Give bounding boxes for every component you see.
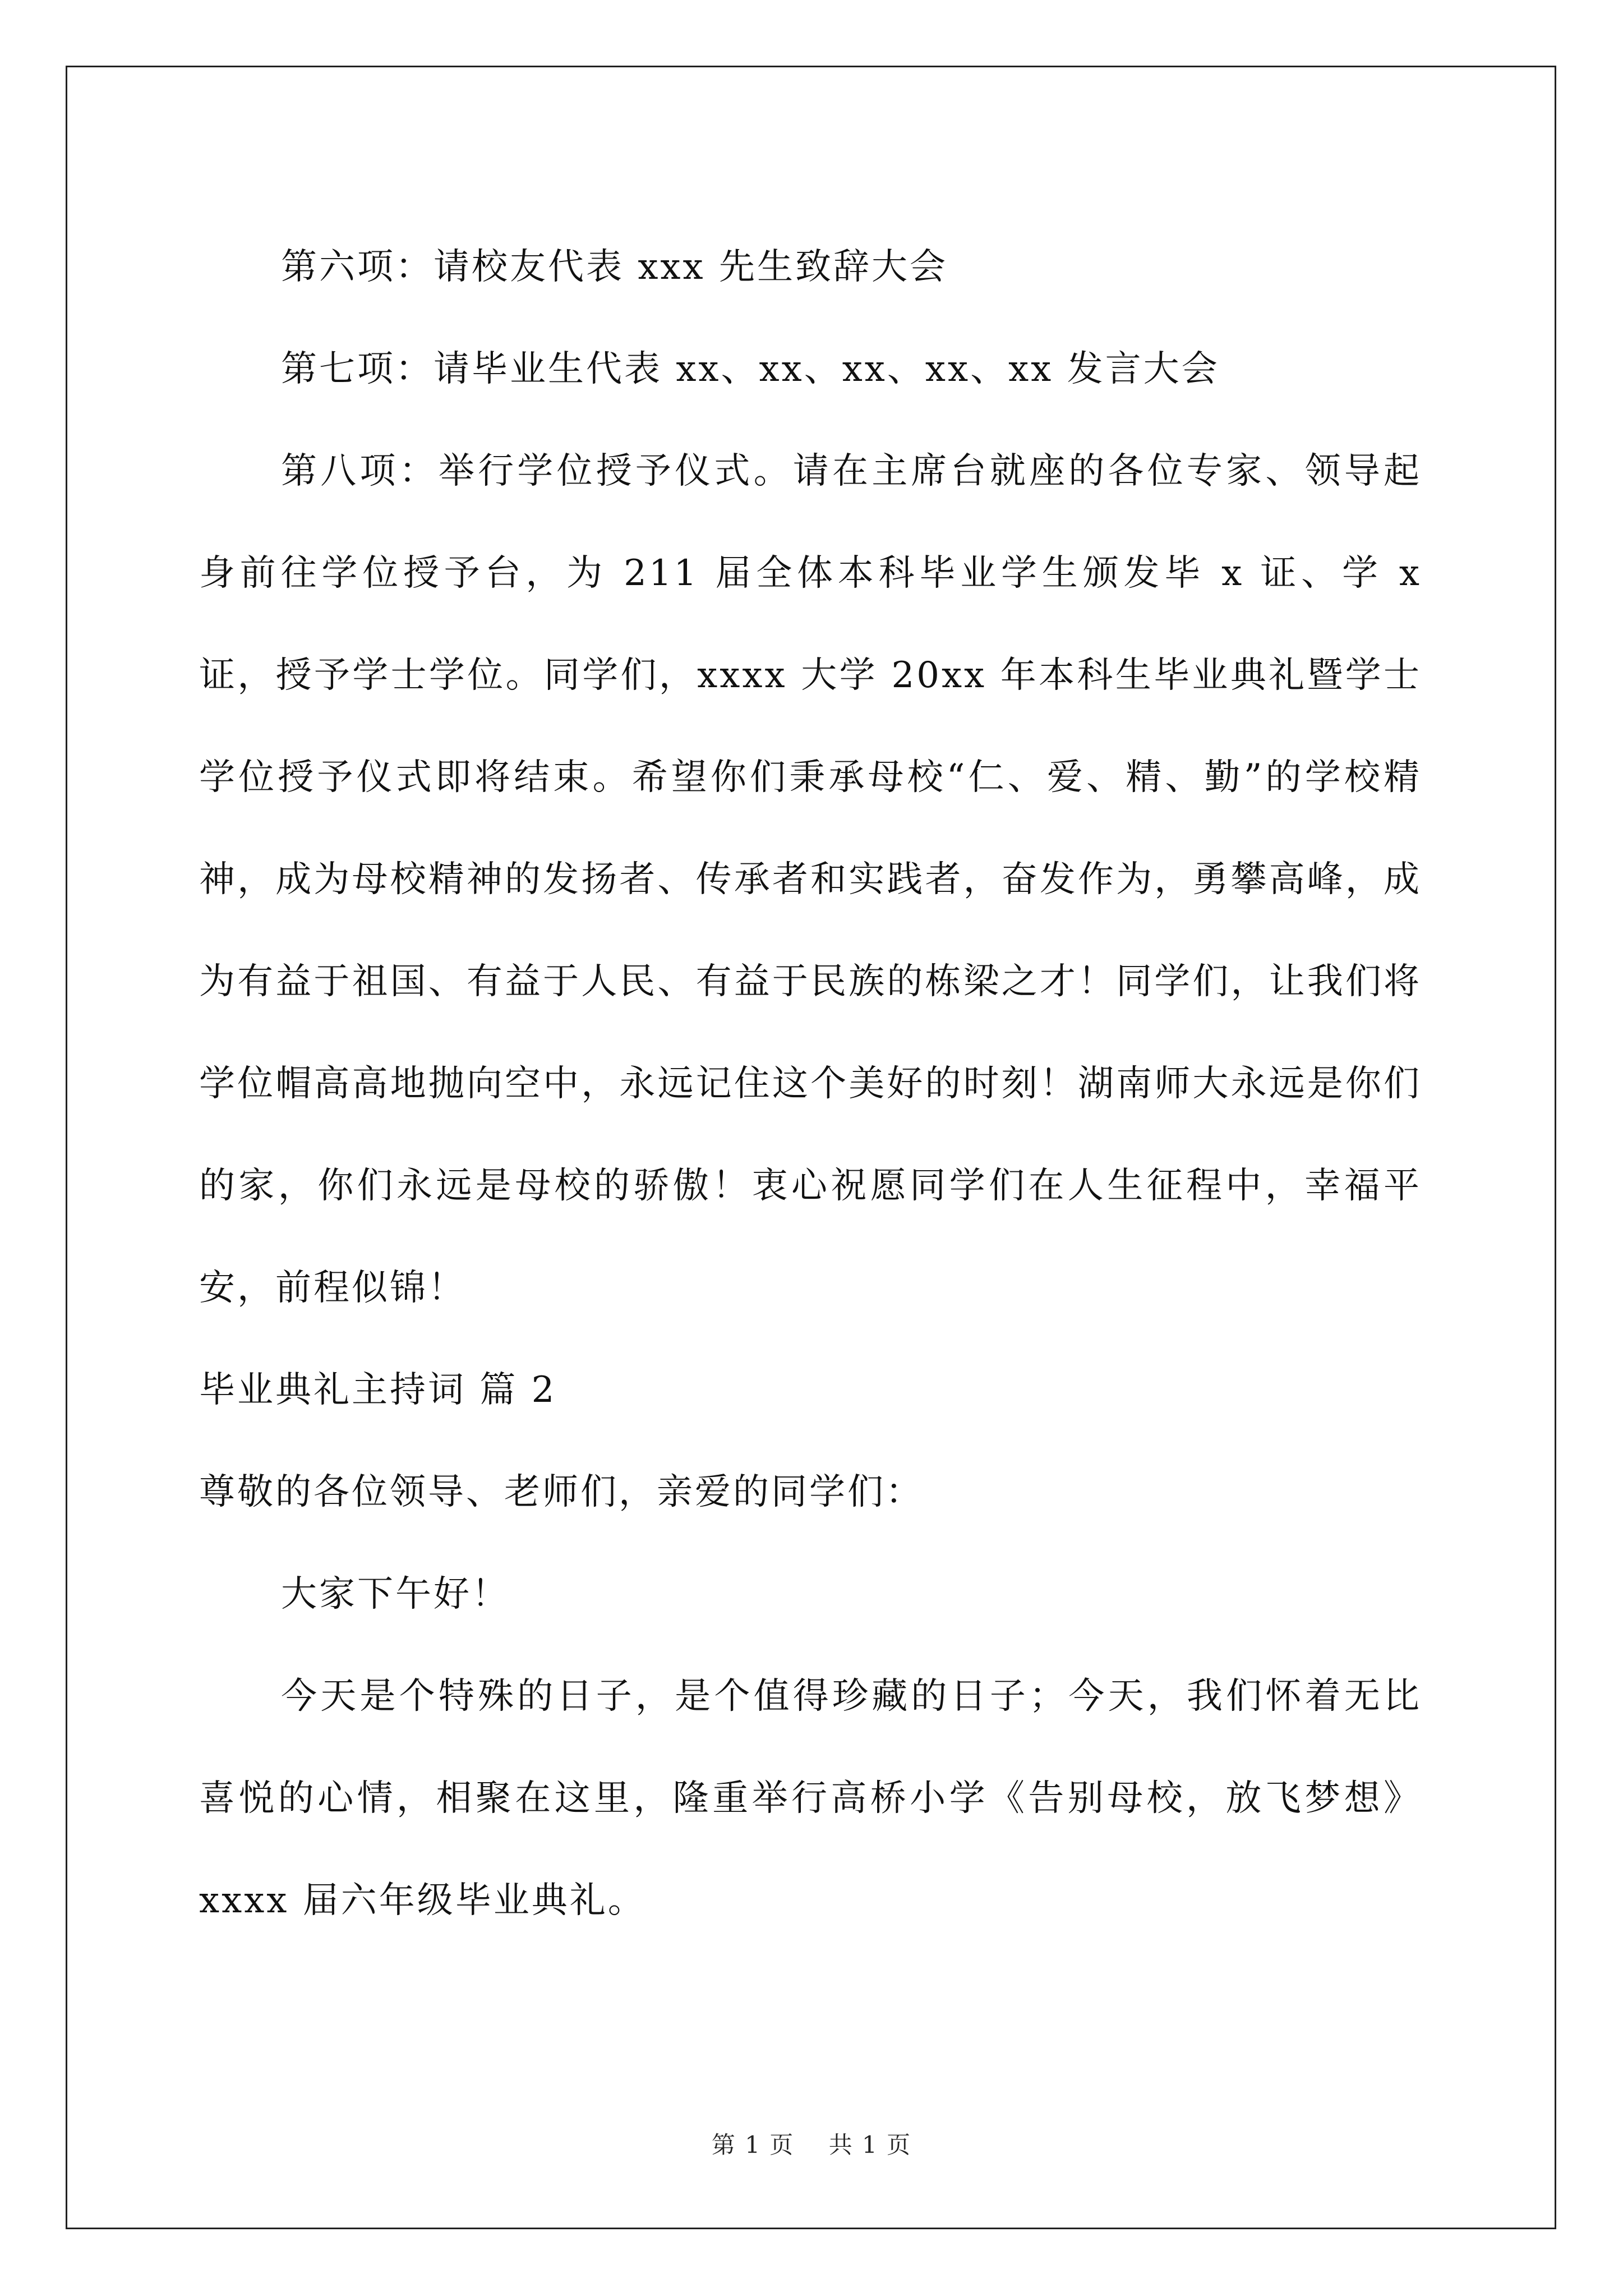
paragraph-item-6: 第六项：请校友代表 xxx 先生致辞大会	[281, 246, 948, 288]
opening-paragraph: 今天是个特殊的日子，是个值得珍藏的日子；今天，我们怀着无比喜悦的心情，相聚在这里，隆重举行高桥小学《告别母校，放飞梦想》xxxx 届六年级毕业典礼。	[199, 1676, 1422, 1921]
page-number-label: 第 1 页 共 1 页	[711, 2131, 912, 2159]
salutation-paragraph: 尊敬的各位领导、老师们，亲爱的同学们：	[199, 1471, 924, 1513]
page-footer	[0, 2128, 1623, 2162]
paragraph-item-8: 第八项：举行学位授予仪式。请在主席台就座的各位专家、领导起身前往学位授予台，为 211 届全体本科毕业学生颁发毕 x 证、学 x 证，授予学士学位。同学们，xxxx 大学 20xx 年本科生毕业典礼暨学士学位授予仪式即将结束。希望你们秉承母校“仁、爱、精、勤”的学校精神，成为母校精神的发扬者、传承者和实践者，奋发作为，勇攀高峰，成为有益于祖国、有益于人民、有益于民族的栋梁之才！同学们，让我们将学位帽高高地抛向空中，永远记住这个美好的时刻！湖南师大永远是你们的家，你们永远是母校的骄傲！衷心祝愿同学们在人生征程中，幸福平安，前程似锦！	[199, 450, 1422, 1309]
document-body	[199, 216, 1422, 1952]
greeting-paragraph: 大家下午好！	[281, 1573, 510, 1615]
section-heading: 毕业典礼主持词 篇 2	[199, 1369, 557, 1411]
paragraph-item-7: 第七项：请毕业生代表 xx、xx、xx、xx、xx 发言大会	[281, 348, 1220, 390]
